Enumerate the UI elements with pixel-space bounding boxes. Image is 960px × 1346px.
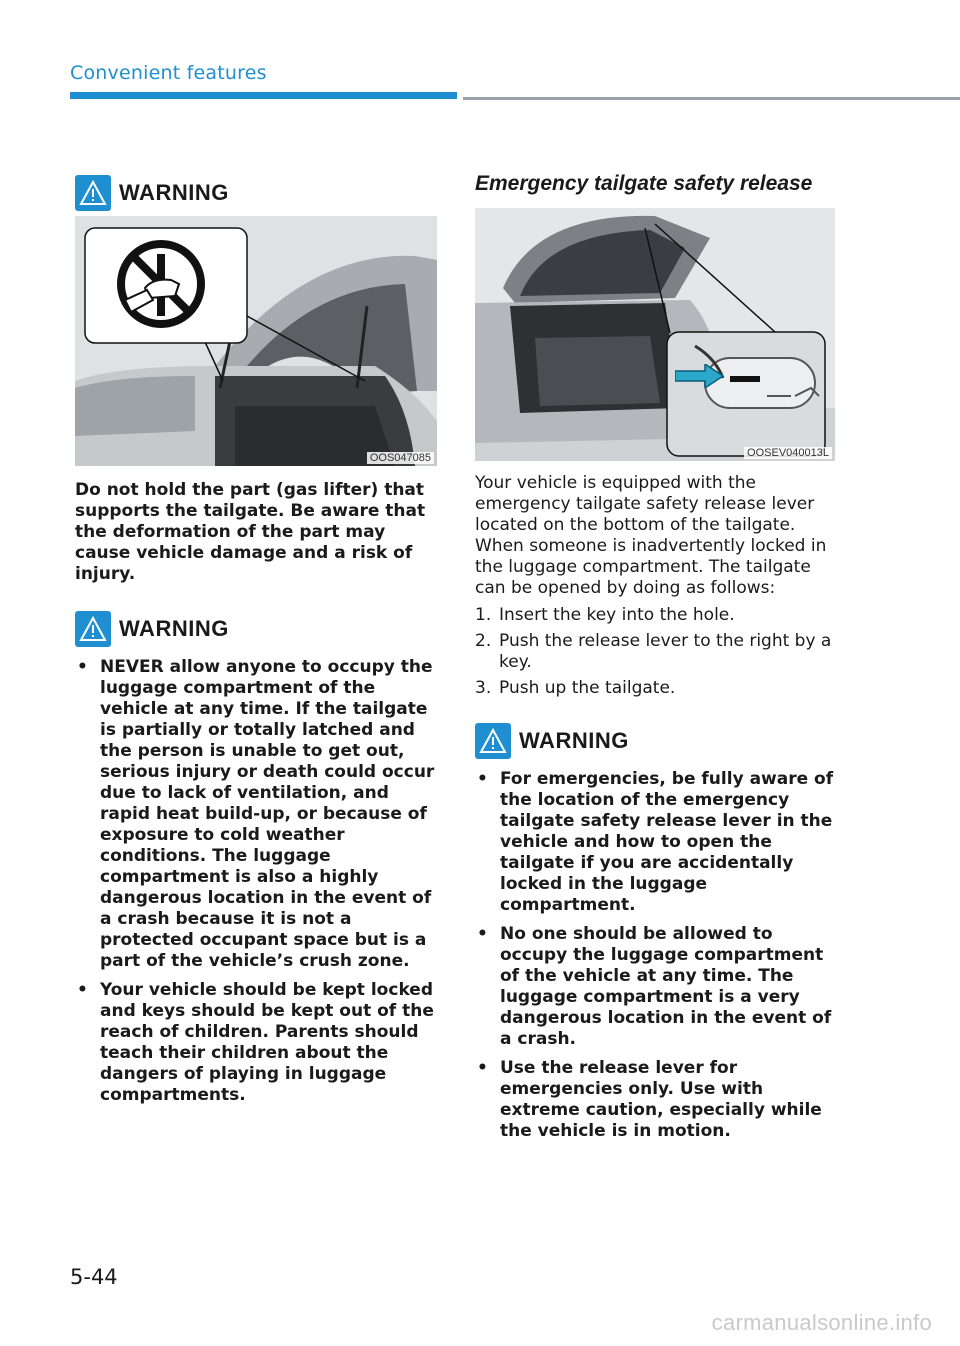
list-item xyxy=(475,631,837,673)
step-text: Push up the tailgate. xyxy=(499,678,676,698)
step-text: Insert the key into the hole. xyxy=(499,605,735,625)
header-rule-gray xyxy=(463,97,960,100)
page-number: 5-44 xyxy=(70,1265,118,1289)
list-item xyxy=(475,605,837,626)
warning-triangle-icon xyxy=(475,723,511,759)
list-item xyxy=(475,678,837,699)
warning-title: WARNING xyxy=(119,616,229,641)
warning-heading xyxy=(475,723,837,759)
watermark: carmanualsonline.info xyxy=(711,1310,932,1335)
intro-text: Your vehicle is equipped with the emergency tailgate safety release lever located on the bottom of the tailgate. When someone is inadvertently locked in the luggage compartment. The tailgate can be opened by doing as follows: xyxy=(475,473,827,598)
figure-code: OOS047085 xyxy=(367,452,434,464)
tailgate-gas-lifter-figure xyxy=(75,216,437,466)
warning-list xyxy=(75,657,437,1106)
tailgate-release-lever-figure xyxy=(475,208,835,461)
warning-title: WARNING xyxy=(519,728,629,753)
list-item: • Use the release lever for emergencies only. Use with extreme caution, especially while the vehicle is in motion. xyxy=(475,1058,837,1142)
list-item: • No one should be allowed to occupy the luggage compartment of the vehicle at any time. The luggage compartment is a very dangerous location in the event of a crash. xyxy=(475,924,837,1050)
step-number: 3. xyxy=(475,678,492,698)
warning-triangle-icon xyxy=(75,175,111,211)
warning-list xyxy=(475,769,837,1142)
warning-heading xyxy=(75,175,437,211)
section-title: Convenient features xyxy=(70,62,267,84)
list-item: • For emergencies, be fully aware of the location of the emergency tailgate safety release lever in the vehicle and how to open the tailgate if you are accidentally locked in the luggage compartment. xyxy=(475,769,837,916)
step-number: 2. xyxy=(475,631,492,651)
step-text: Push the release lever to the right by a key. xyxy=(499,631,832,672)
right-column xyxy=(475,172,837,1150)
list-item: • NEVER allow anyone to occupy the luggage compartment of the vehicle at any time. If the tailgate is partially or totally latched and the person is unable to get out, serious injury or death could occur due to lack of ventilation, and rapid heat build-up, or because of exposure to cold weather conditions. The luggage compartment is also a highly dangerous location in the event of a crash because it is not a protected occupant space but is a part of the vehicle’s crush zone. xyxy=(75,657,437,972)
list-item: • Your vehicle should be kept locked and keys should be kept out of the reach of children. Parents should teach their children about the dangers of playing in luggage compartments. xyxy=(75,980,437,1106)
step-number: 1. xyxy=(475,605,492,625)
section-heading: Emergency tailgate safety release xyxy=(475,172,813,195)
push-right-arrow-icon xyxy=(675,364,723,388)
header-rule-accent xyxy=(70,92,457,99)
warning-title: WARNING xyxy=(119,180,229,205)
steps-list xyxy=(475,605,837,699)
left-column xyxy=(75,175,437,1114)
warning-triangle-icon xyxy=(75,611,111,647)
warning-heading xyxy=(75,611,437,647)
figure-code: OOSEV040013L xyxy=(744,447,832,459)
warning-text: Do not hold the part (gas lifter) that supports the tailgate. Be aware that the deformation of the part may cause vehicle damage and a risk of injury. xyxy=(75,480,426,584)
